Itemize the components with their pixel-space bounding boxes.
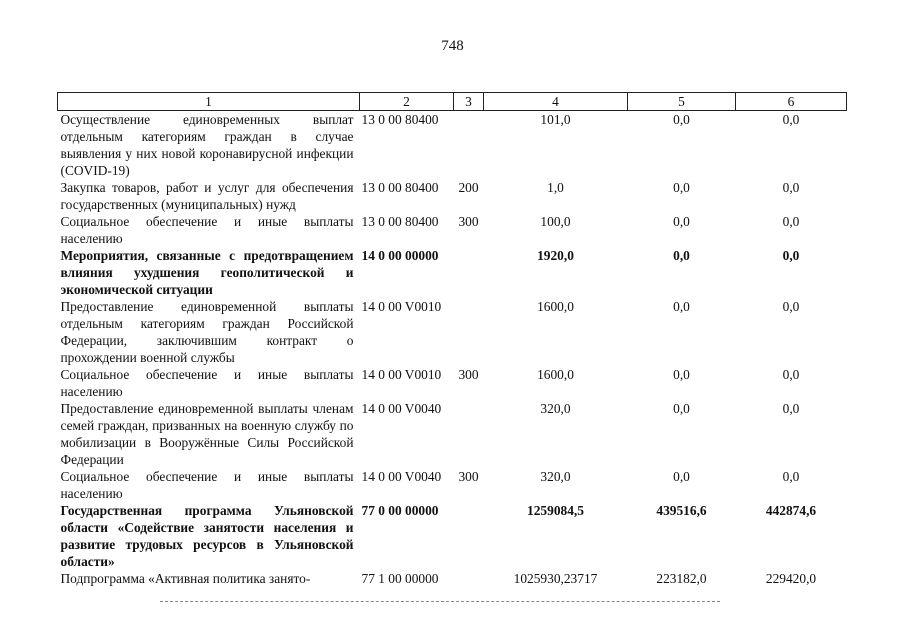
row-subcode-cell: 200 [458, 180, 479, 195]
row-value-col5: 0,0 [673, 367, 690, 382]
row-subcode-cell [454, 298, 484, 366]
row-code-cell: 14 0 00 00000 [361, 248, 439, 263]
row-value-col5: 0,0 [673, 180, 690, 195]
table-row [58, 247, 847, 298]
row-subcode-cell [454, 570, 484, 587]
row-value-col5: 0,0 [673, 299, 690, 314]
row-name-cell: Социальное обеспечение и иные выплаты населению [60, 469, 354, 501]
row-name-cell: Социальное обеспечение и иные выплаты населению [60, 214, 354, 246]
row-value-col6: 0,0 [782, 367, 800, 382]
row-code-cell: 14 0 00 V0010 [361, 367, 442, 382]
row-value-col5: 439516,6 [656, 503, 707, 518]
table-row [58, 502, 847, 570]
row-code-cell: 14 0 00 V0040 [361, 469, 442, 484]
row-value-col6: 442874,6 [765, 503, 817, 518]
table-row [58, 570, 847, 587]
header-col-5: 5 [628, 93, 736, 111]
row-value-col4: 100,0 [540, 214, 571, 229]
row-value-col6: 0,0 [782, 469, 800, 484]
row-value-col4: 101,0 [540, 112, 571, 127]
page-bottom-crop [0, 596, 905, 640]
row-value-col4: 1600,0 [537, 367, 574, 382]
row-subcode-cell [454, 247, 484, 298]
row-subcode-cell [454, 111, 484, 180]
row-value-col4: 320,0 [540, 401, 571, 416]
row-value-col6: 0,0 [782, 401, 800, 416]
row-value-col4: 1,0 [547, 180, 564, 195]
row-code-cell: 13 0 00 80400 [361, 112, 439, 127]
row-value-col5: 0,0 [673, 248, 690, 263]
row-value-col4: 1600,0 [537, 299, 574, 314]
header-col-2: 2 [360, 93, 454, 111]
row-name-cell: Осуществление единовременных выплат отдельным категориям граждан в случае выявления у них новой коронавирусной инфекции (COVID-19) [60, 112, 354, 178]
row-subcode-cell [454, 400, 484, 468]
row-name-cell: Закупка товаров, работ и услуг для обеспечения государственных (муниципальных) нужд [60, 180, 354, 212]
table-row [58, 213, 847, 247]
row-name-cell: Государственная программа Ульяновской области «Содействие занятости населения и развитие трудовых ресурсов в Ульяновской области» [60, 503, 354, 569]
row-code-cell: 13 0 00 80400 [361, 180, 439, 195]
table-row [58, 179, 847, 213]
header-col-6: 6 [736, 93, 847, 111]
header-col-3: 3 [454, 93, 484, 111]
page-number: 748 [441, 38, 464, 54]
row-value-col5: 0,0 [673, 112, 690, 127]
row-name-cell: Мероприятия, связанные с предотвращением влияния ухудшения геополитической и экономической ситуации [60, 248, 354, 297]
row-value-col6: 0,0 [782, 180, 800, 195]
row-value-col4: 1920,0 [537, 248, 574, 263]
row-value-col5: 223182,0 [656, 571, 707, 586]
row-value-col4: 320,0 [540, 469, 571, 484]
row-name-cell: Предоставление единовременной выплаты членам семей граждан, призванных на военную службу по мобилизации в Вооружённые Силы Российской Федерации [60, 401, 354, 467]
row-name-cell: Предоставление единовременной выплаты отдельным категориям граждан Российской Федерации, заключившим контракт о прохождении военной службы [60, 299, 354, 365]
header-col-4: 4 [484, 93, 628, 111]
table-row [58, 400, 847, 468]
row-value-col6: 0,0 [782, 112, 800, 127]
row-value-col6: 229420,0 [765, 571, 817, 586]
row-value-col5: 0,0 [673, 469, 690, 484]
row-value-col6: 0,0 [782, 214, 800, 229]
row-subcode-cell: 300 [458, 214, 479, 229]
table-row [58, 366, 847, 400]
row-value-col5: 0,0 [673, 401, 690, 416]
row-subcode-cell: 300 [458, 367, 479, 382]
table-row [58, 298, 847, 366]
row-name-cell: Социальное обеспечение и иные выплаты населению [60, 367, 354, 399]
row-value-col4: 1025930,23717 [513, 571, 598, 586]
scan-artifact-line [160, 601, 720, 602]
row-code-cell: 77 0 00 00000 [361, 503, 439, 518]
table-row [58, 468, 847, 502]
row-code-cell: 13 0 00 80400 [361, 214, 439, 229]
row-subcode-cell: 300 [458, 469, 479, 484]
row-code-cell: 77 1 00 00000 [361, 571, 439, 586]
row-value-col6: 0,0 [782, 248, 800, 263]
table-body [58, 111, 847, 588]
row-value-col6: 0,0 [782, 299, 800, 314]
row-value-col4: 1259084,5 [527, 503, 584, 518]
header-col-1: 1 [58, 93, 360, 111]
table-header-row [58, 93, 847, 111]
table-row [58, 111, 847, 180]
row-code-cell: 14 0 00 V0040 [361, 401, 442, 416]
row-subcode-cell [454, 502, 484, 570]
row-value-col5: 0,0 [673, 214, 690, 229]
row-code-cell: 14 0 00 V0010 [361, 299, 442, 314]
budget-table [57, 92, 847, 587]
row-name-cell: Подпрограмма «Активная политика занято- [60, 571, 311, 586]
